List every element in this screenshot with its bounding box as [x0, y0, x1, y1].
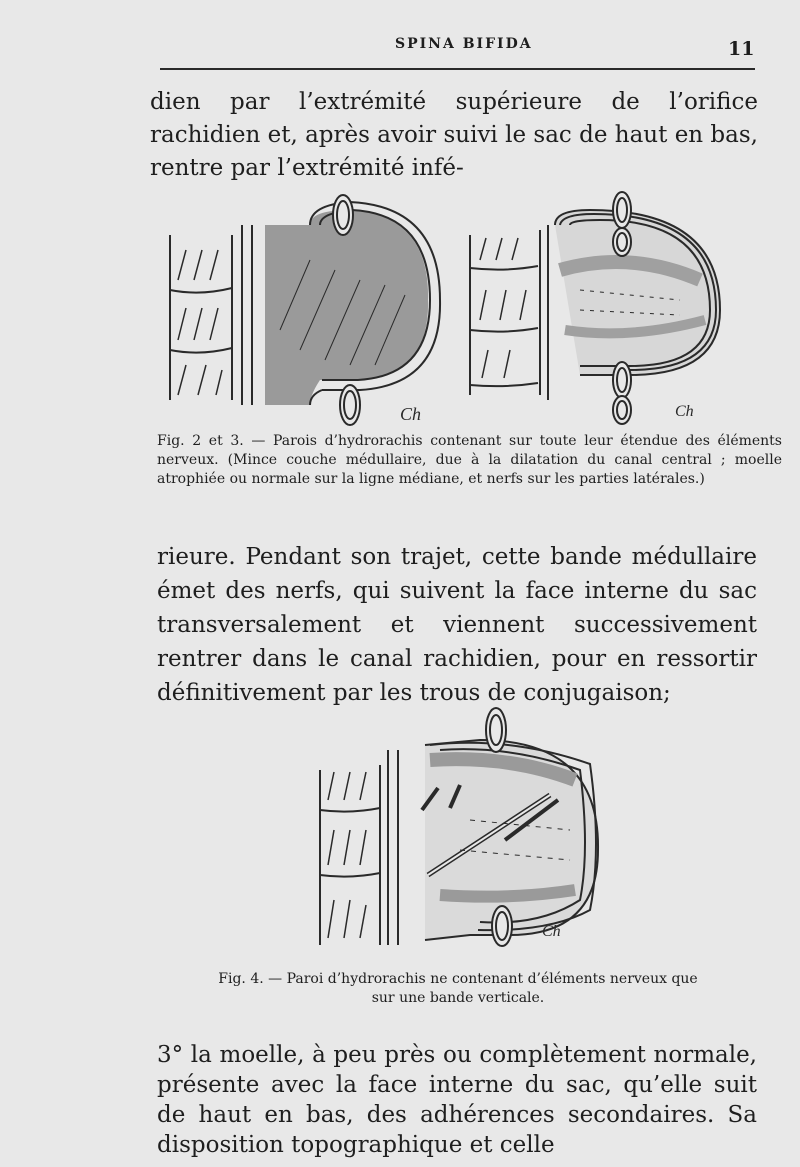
figure-4-caption: Fig. 4. — Paroi d’hydrorachis ne contenant d’éléments nerveux que sur une bande verticale. [218, 971, 698, 1006]
paragraph-middle: rieure. Pendant son trajet, cette bande médullaire émet des nerfs, qui suivent la face interne du sac transversalement et viennent successivement rentrer dans le canal rachidien, pour en ressortir définitivement par les trous de conjugaison; [157, 544, 757, 706]
page-number: 11 [728, 38, 755, 60]
figure-2-3-illustration [160, 180, 760, 430]
figure-3-signature: Ch [675, 403, 694, 420]
figure-2-3-caption: Fig. 2 et 3. — Parois d’hydrorachis contenant sur toute leur étendue des éléments nerveux. (Mince couche médullaire, due à la dilatation du canal central ; moelle atrophiée ou normale sur la ligne médiane, et nerfs sur les parties latérales.) [157, 433, 782, 487]
figure-2-signature: Ch [400, 404, 422, 424]
running-head [0, 32, 800, 62]
figure-3-drawing [470, 192, 720, 424]
figure-4-illustration [310, 700, 610, 955]
figure-4-drawing [320, 708, 598, 946]
figure-2-drawing [170, 195, 440, 425]
header-rule [160, 68, 755, 70]
figure-4-signature: Ch [542, 923, 561, 940]
paragraph-bottom: 3° la moelle, à peu près ou complètement normale, présente avec la face interne du sac, qu’elle suit de haut en bas, des adhérences secondaires. Sa disposition topographique et celle [157, 1042, 757, 1158]
running-title: SPINA BIFIDA [395, 36, 533, 52]
paragraph-top: dien par l’extrémité supérieure de l’orifice rachidien et, après avoir suivi le sac de haut en bas, rentre par l’extrémité infé- [150, 89, 758, 181]
